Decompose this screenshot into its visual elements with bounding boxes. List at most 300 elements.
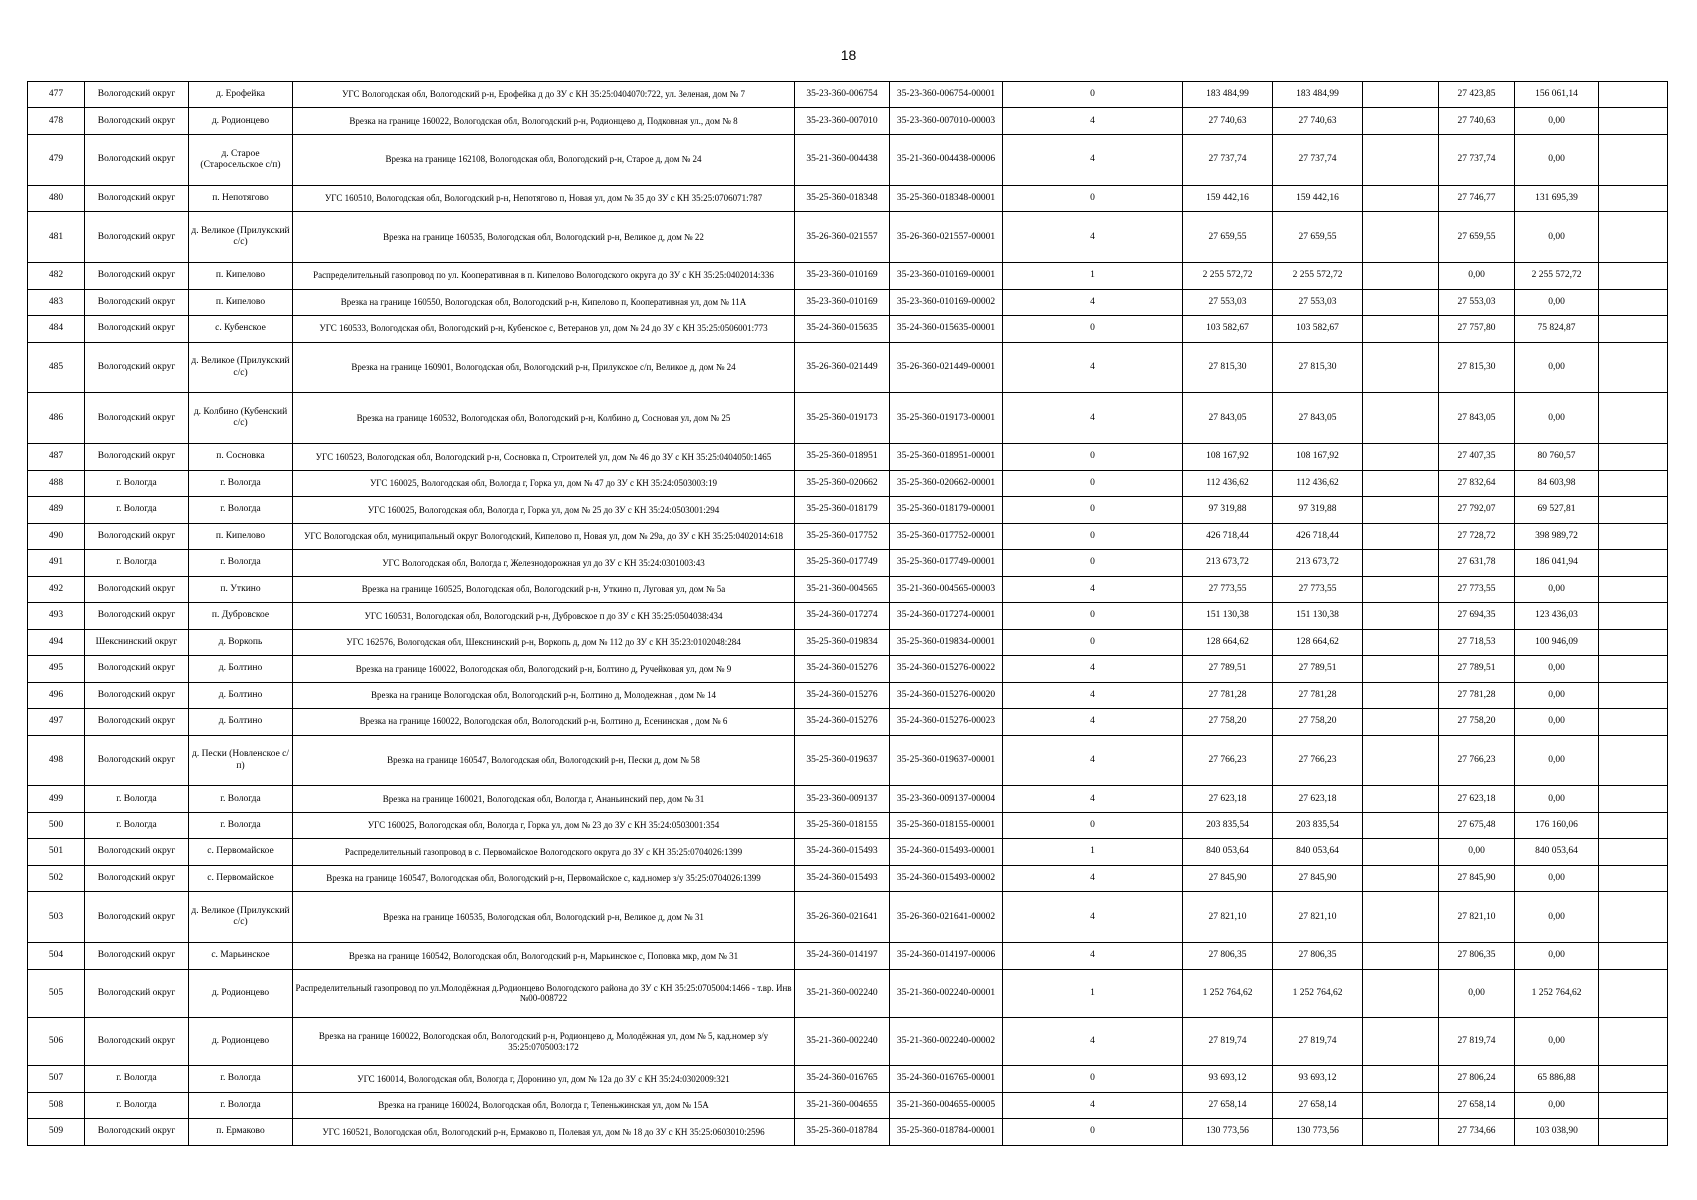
row-number-cell: 509 bbox=[28, 1119, 85, 1146]
object-code-cell: 35-24-360-015635 bbox=[795, 316, 890, 342]
empty-cell bbox=[1363, 1066, 1439, 1092]
row-number-cell: 485 bbox=[28, 342, 85, 393]
object-code-cell: 35-21-360-004438 bbox=[795, 134, 890, 185]
locality-cell: д. Болтино bbox=[189, 709, 293, 735]
address-cell: Врезка на границе 162108, Вологодская обл, Вологодский р-н, Старое д, дом № 24 bbox=[293, 134, 795, 185]
amount-cell-1: 27 815,30 bbox=[1183, 342, 1273, 393]
district-cell: Вологодский округ bbox=[85, 576, 189, 602]
amount-cell-4: 398 989,72 bbox=[1515, 523, 1599, 549]
district-cell: Шекснинский округ bbox=[85, 629, 189, 655]
amount-cell-2: 27 659,55 bbox=[1273, 212, 1363, 263]
row-number-cell: 497 bbox=[28, 709, 85, 735]
object-code-cell: 35-26-360-021449 bbox=[795, 342, 890, 393]
address-cell: Врезка на границе 160535, Вологодская обл, Вологодский р-н, Великое д, дом № 31 bbox=[293, 892, 795, 943]
category-cell: 4 bbox=[1003, 289, 1183, 315]
amount-cell-4: 0,00 bbox=[1515, 576, 1599, 602]
row-number-cell: 483 bbox=[28, 289, 85, 315]
row-number-cell: 495 bbox=[28, 656, 85, 682]
row-number-cell: 481 bbox=[28, 212, 85, 263]
empty-cell-2 bbox=[1599, 134, 1668, 185]
empty-cell-2 bbox=[1599, 682, 1668, 708]
locality-cell: д. Родионцево bbox=[189, 1018, 293, 1066]
address-cell: УГС 162576, Вологодская обл, Шекснинский р-н, Воркопь д, дом № 112 до ЗУ с КН 35:23:0102048:284 bbox=[293, 629, 795, 655]
object-code-cell: 35-24-360-016765 bbox=[795, 1066, 890, 1092]
row-number-cell: 487 bbox=[28, 444, 85, 470]
table-row bbox=[28, 629, 1668, 655]
object-code-cell: 35-23-360-010169 bbox=[795, 289, 890, 315]
object-code-cell: 35-25-360-018951 bbox=[795, 444, 890, 470]
amount-cell-2: 103 582,67 bbox=[1273, 316, 1363, 342]
table-row bbox=[28, 263, 1668, 289]
empty-cell bbox=[1363, 1119, 1439, 1146]
address-cell: Врезка на границе 160525, Вологодская обл, Вологодский р-н, Уткино п, Луговая ул, дом № 5а bbox=[293, 576, 795, 602]
empty-cell bbox=[1363, 497, 1439, 523]
point-code-cell: 35-21-360-004655-00005 bbox=[890, 1092, 1003, 1118]
amount-cell-3: 27 773,55 bbox=[1439, 576, 1515, 602]
locality-cell: г. Вологда bbox=[189, 1066, 293, 1092]
district-cell: Вологодский округ bbox=[85, 943, 189, 969]
empty-cell bbox=[1363, 786, 1439, 812]
amount-cell-4: 123 436,03 bbox=[1515, 603, 1599, 629]
locality-cell: с. Кубенское bbox=[189, 316, 293, 342]
category-cell: 1 bbox=[1003, 969, 1183, 1017]
amount-cell-4: 103 038,90 bbox=[1515, 1119, 1599, 1146]
empty-cell bbox=[1363, 470, 1439, 496]
point-code-cell: 35-24-360-016765-00001 bbox=[890, 1066, 1003, 1092]
point-code-cell: 35-25-360-018784-00001 bbox=[890, 1119, 1003, 1146]
empty-cell bbox=[1363, 263, 1439, 289]
empty-cell bbox=[1363, 656, 1439, 682]
empty-cell-2 bbox=[1599, 576, 1668, 602]
amount-cell-2: 27 553,03 bbox=[1273, 289, 1363, 315]
amount-cell-3: 27 757,80 bbox=[1439, 316, 1515, 342]
district-cell: г. Вологда bbox=[85, 550, 189, 576]
object-code-cell: 35-25-360-019637 bbox=[795, 735, 890, 786]
locality-cell: д. Ерофейка bbox=[189, 82, 293, 108]
point-code-cell: 35-24-360-015635-00001 bbox=[890, 316, 1003, 342]
address-cell: Врезка на границе Вологодская обл, Вологодский р-н, Болтино д, Молодежная , дом № 14 bbox=[293, 682, 795, 708]
row-number-cell: 507 bbox=[28, 1066, 85, 1092]
district-cell: Вологодский округ bbox=[85, 212, 189, 263]
amount-cell-4: 2 255 572,72 bbox=[1515, 263, 1599, 289]
category-cell: 4 bbox=[1003, 342, 1183, 393]
address-cell: Врезка на границе 160550, Вологодская обл, Вологодский р-н, Кипелово п, Кооперативная ул, дом № 11А bbox=[293, 289, 795, 315]
category-cell: 4 bbox=[1003, 393, 1183, 444]
address-cell: Врезка на границе 160022, Вологодская обл, Вологодский р-н, Болтино д, Есенинская , дом № 6 bbox=[293, 709, 795, 735]
point-code-cell: 35-25-360-018179-00001 bbox=[890, 497, 1003, 523]
row-number-cell: 505 bbox=[28, 969, 85, 1017]
empty-cell bbox=[1363, 289, 1439, 315]
locality-cell: с. Первомайское bbox=[189, 865, 293, 891]
empty-cell-2 bbox=[1599, 735, 1668, 786]
district-cell: г. Вологда bbox=[85, 786, 189, 812]
amount-cell-1: 27 659,55 bbox=[1183, 212, 1273, 263]
district-cell: г. Вологда bbox=[85, 812, 189, 838]
locality-cell: д. Старое (Старосельское с/п) bbox=[189, 134, 293, 185]
amount-cell-3: 27 819,74 bbox=[1439, 1018, 1515, 1066]
empty-cell-2 bbox=[1599, 497, 1668, 523]
amount-cell-1: 840 053,64 bbox=[1183, 839, 1273, 865]
page-number: 18 bbox=[840, 47, 857, 63]
point-code-cell: 35-25-360-018951-00001 bbox=[890, 444, 1003, 470]
district-cell: Вологодский округ bbox=[85, 523, 189, 549]
amount-cell-4: 0,00 bbox=[1515, 1018, 1599, 1066]
amount-cell-4: 0,00 bbox=[1515, 786, 1599, 812]
empty-cell-2 bbox=[1599, 108, 1668, 134]
amount-cell-2: 213 673,72 bbox=[1273, 550, 1363, 576]
amount-cell-2: 130 773,56 bbox=[1273, 1119, 1363, 1146]
table-row bbox=[28, 444, 1668, 470]
amount-cell-4: 176 160,06 bbox=[1515, 812, 1599, 838]
amount-cell-2: 159 442,16 bbox=[1273, 185, 1363, 211]
row-number-cell: 496 bbox=[28, 682, 85, 708]
object-code-cell: 35-24-360-015493 bbox=[795, 839, 890, 865]
address-cell: Врезка на границе 160022, Вологодская обл, Вологодский р-н, Родионцево д, Молодёжная ул, дом № 5, кад.номер з/у 35:25:0705003:172 bbox=[293, 1018, 795, 1066]
table-row bbox=[28, 134, 1668, 185]
amount-cell-1: 97 319,88 bbox=[1183, 497, 1273, 523]
address-cell: Врезка на границе 160021, Вологодская обл, Вологда г, Ананьинский пер, дом № 31 bbox=[293, 786, 795, 812]
point-code-cell: 35-23-360-006754-00001 bbox=[890, 82, 1003, 108]
table-row bbox=[28, 865, 1668, 891]
district-cell: Вологодский округ bbox=[85, 289, 189, 315]
locality-cell: д. Великое (Прилукский с/с) bbox=[189, 342, 293, 393]
amount-cell-1: 108 167,92 bbox=[1183, 444, 1273, 470]
point-code-cell: 35-21-360-004438-00006 bbox=[890, 134, 1003, 185]
amount-cell-2: 151 130,38 bbox=[1273, 603, 1363, 629]
point-code-cell: 35-26-360-021449-00001 bbox=[890, 342, 1003, 393]
amount-cell-1: 27 781,28 bbox=[1183, 682, 1273, 708]
amount-cell-4: 75 824,87 bbox=[1515, 316, 1599, 342]
address-cell: Врезка на границе 160535, Вологодская обл, Вологодский р-н, Великое д, дом № 22 bbox=[293, 212, 795, 263]
category-cell: 4 bbox=[1003, 682, 1183, 708]
empty-cell-2 bbox=[1599, 263, 1668, 289]
amount-cell-3: 27 789,51 bbox=[1439, 656, 1515, 682]
locality-cell: с. Первомайское bbox=[189, 839, 293, 865]
locality-cell: п. Уткино bbox=[189, 576, 293, 602]
object-code-cell: 35-23-360-010169 bbox=[795, 263, 890, 289]
category-cell: 0 bbox=[1003, 82, 1183, 108]
amount-cell-2: 426 718,44 bbox=[1273, 523, 1363, 549]
address-cell: УГС Вологодская обл, муниципальный округ Вологодский, Кипелово п, Новая ул, дом № 29а, до ЗУ с КН 35:25:0402014:618 bbox=[293, 523, 795, 549]
locality-cell: д. Родионцево bbox=[189, 108, 293, 134]
category-cell: 4 bbox=[1003, 943, 1183, 969]
point-code-cell: 35-21-360-004565-00003 bbox=[890, 576, 1003, 602]
amount-cell-3: 27 845,90 bbox=[1439, 865, 1515, 891]
locality-cell: г. Вологда bbox=[189, 470, 293, 496]
amount-cell-4: 0,00 bbox=[1515, 892, 1599, 943]
amount-cell-4: 0,00 bbox=[1515, 709, 1599, 735]
district-cell: г. Вологда bbox=[85, 497, 189, 523]
row-number-cell: 491 bbox=[28, 550, 85, 576]
locality-cell: п. Непотягово bbox=[189, 185, 293, 211]
amount-cell-1: 27 773,55 bbox=[1183, 576, 1273, 602]
amount-cell-3: 27 407,35 bbox=[1439, 444, 1515, 470]
district-cell: г. Вологда bbox=[85, 470, 189, 496]
empty-cell bbox=[1363, 576, 1439, 602]
point-code-cell: 35-26-360-021641-00002 bbox=[890, 892, 1003, 943]
point-code-cell: 35-24-360-014197-00006 bbox=[890, 943, 1003, 969]
amount-cell-3: 27 623,18 bbox=[1439, 786, 1515, 812]
empty-cell bbox=[1363, 185, 1439, 211]
amount-cell-4: 84 603,98 bbox=[1515, 470, 1599, 496]
row-number-cell: 477 bbox=[28, 82, 85, 108]
locality-cell: с. Марьинское bbox=[189, 943, 293, 969]
point-code-cell: 35-24-360-015493-00002 bbox=[890, 865, 1003, 891]
table-row bbox=[28, 289, 1668, 315]
address-cell: УГС 160521, Вологодская обл, Вологодский р-н, Ермаково п, Полевая ул, дом № 18 до ЗУ с КН 35:25:0603010:2596 bbox=[293, 1119, 795, 1146]
object-code-cell: 35-21-360-004655 bbox=[795, 1092, 890, 1118]
table-row bbox=[28, 470, 1668, 496]
district-cell: Вологодский округ bbox=[85, 839, 189, 865]
object-code-cell: 35-25-360-018155 bbox=[795, 812, 890, 838]
amount-cell-3: 0,00 bbox=[1439, 263, 1515, 289]
category-cell: 4 bbox=[1003, 108, 1183, 134]
empty-cell-2 bbox=[1599, 550, 1668, 576]
address-cell: УГС 160523, Вологодская обл, Вологодский р-н, Сосновка п, Строителей ул, дом № 46 до ЗУ с КН 35:25:0404050:1465 bbox=[293, 444, 795, 470]
amount-cell-1: 27 740,63 bbox=[1183, 108, 1273, 134]
amount-cell-4: 0,00 bbox=[1515, 134, 1599, 185]
category-cell: 4 bbox=[1003, 892, 1183, 943]
table-row bbox=[28, 1092, 1668, 1118]
amount-cell-2: 27 843,05 bbox=[1273, 393, 1363, 444]
amount-cell-4: 0,00 bbox=[1515, 289, 1599, 315]
table-row bbox=[28, 735, 1668, 786]
row-number-cell: 501 bbox=[28, 839, 85, 865]
table-row bbox=[28, 316, 1668, 342]
address-cell: Распределительный газопровод по ул. Кооперативная в п. Кипелово Вологодского округа до ЗУ с КН 35:25:0402014:336 bbox=[293, 263, 795, 289]
amount-cell-4: 131 695,39 bbox=[1515, 185, 1599, 211]
point-code-cell: 35-24-360-015276-00023 bbox=[890, 709, 1003, 735]
amount-cell-1: 130 773,56 bbox=[1183, 1119, 1273, 1146]
locality-cell: д. Воркопь bbox=[189, 629, 293, 655]
empty-cell bbox=[1363, 603, 1439, 629]
amount-cell-4: 65 886,88 bbox=[1515, 1066, 1599, 1092]
table-row bbox=[28, 1119, 1668, 1146]
object-code-cell: 35-25-360-019173 bbox=[795, 393, 890, 444]
amount-cell-3: 27 631,78 bbox=[1439, 550, 1515, 576]
amount-cell-3: 27 792,07 bbox=[1439, 497, 1515, 523]
locality-cell: п. Ермаково bbox=[189, 1119, 293, 1146]
district-cell: Вологодский округ bbox=[85, 709, 189, 735]
district-cell: Вологодский округ bbox=[85, 1018, 189, 1066]
object-code-cell: 35-24-360-014197 bbox=[795, 943, 890, 969]
table-row bbox=[28, 682, 1668, 708]
amount-cell-4: 840 053,64 bbox=[1515, 839, 1599, 865]
empty-cell-2 bbox=[1599, 656, 1668, 682]
table-row bbox=[28, 212, 1668, 263]
amount-cell-4: 100 946,09 bbox=[1515, 629, 1599, 655]
amount-cell-3: 27 766,23 bbox=[1439, 735, 1515, 786]
empty-cell-2 bbox=[1599, 892, 1668, 943]
amount-cell-3: 27 740,63 bbox=[1439, 108, 1515, 134]
table-row bbox=[28, 1066, 1668, 1092]
table-row bbox=[28, 786, 1668, 812]
amount-cell-2: 93 693,12 bbox=[1273, 1066, 1363, 1092]
point-code-cell: 35-23-360-007010-00003 bbox=[890, 108, 1003, 134]
amount-cell-3: 27 781,28 bbox=[1439, 682, 1515, 708]
locality-cell: д. Пески (Новленское с/п) bbox=[189, 735, 293, 786]
row-number-cell: 494 bbox=[28, 629, 85, 655]
district-cell: Вологодский округ bbox=[85, 603, 189, 629]
amount-cell-1: 151 130,38 bbox=[1183, 603, 1273, 629]
amount-cell-3: 27 553,03 bbox=[1439, 289, 1515, 315]
empty-cell bbox=[1363, 1092, 1439, 1118]
point-code-cell: 35-21-360-002240-00002 bbox=[890, 1018, 1003, 1066]
row-number-cell: 504 bbox=[28, 943, 85, 969]
object-code-cell: 35-25-360-018784 bbox=[795, 1119, 890, 1146]
locality-cell: п. Кипелово bbox=[189, 289, 293, 315]
point-code-cell: 35-23-360-010169-00002 bbox=[890, 289, 1003, 315]
amount-cell-1: 426 718,44 bbox=[1183, 523, 1273, 549]
category-cell: 4 bbox=[1003, 1092, 1183, 1118]
row-number-cell: 500 bbox=[28, 812, 85, 838]
amount-cell-4: 0,00 bbox=[1515, 342, 1599, 393]
category-cell: 4 bbox=[1003, 735, 1183, 786]
amount-cell-3: 27 658,14 bbox=[1439, 1092, 1515, 1118]
amount-cell-1: 203 835,54 bbox=[1183, 812, 1273, 838]
amount-cell-3: 27 694,35 bbox=[1439, 603, 1515, 629]
amount-cell-1: 1 252 764,62 bbox=[1183, 969, 1273, 1017]
point-code-cell: 35-25-360-020662-00001 bbox=[890, 470, 1003, 496]
category-cell: 0 bbox=[1003, 1119, 1183, 1146]
empty-cell bbox=[1363, 969, 1439, 1017]
empty-cell-2 bbox=[1599, 316, 1668, 342]
amount-cell-1: 27 819,74 bbox=[1183, 1018, 1273, 1066]
empty-cell-2 bbox=[1599, 444, 1668, 470]
address-cell: Врезка на границе 160542, Вологодская обл, Вологодский р-н, Марьинское с, Поповка мкр, дом № 31 bbox=[293, 943, 795, 969]
empty-cell-2 bbox=[1599, 212, 1668, 263]
amount-cell-1: 27 737,74 bbox=[1183, 134, 1273, 185]
empty-cell-2 bbox=[1599, 1066, 1668, 1092]
amount-cell-1: 93 693,12 bbox=[1183, 1066, 1273, 1092]
category-cell: 0 bbox=[1003, 316, 1183, 342]
object-code-cell: 35-24-360-015276 bbox=[795, 656, 890, 682]
district-cell: Вологодский округ bbox=[85, 185, 189, 211]
district-cell: Вологодский округ bbox=[85, 134, 189, 185]
amount-cell-2: 27 819,74 bbox=[1273, 1018, 1363, 1066]
object-code-cell: 35-24-360-015493 bbox=[795, 865, 890, 891]
amount-cell-1: 213 673,72 bbox=[1183, 550, 1273, 576]
locality-cell: п. Кипелово bbox=[189, 523, 293, 549]
address-cell: Распределительный газопровод в с. Первомайское Вологодского округа до ЗУ с КН 35:25:0704026:1399 bbox=[293, 839, 795, 865]
amount-cell-3: 27 423,85 bbox=[1439, 82, 1515, 108]
locality-cell: д. Родионцево bbox=[189, 969, 293, 1017]
category-cell: 0 bbox=[1003, 523, 1183, 549]
row-number-cell: 482 bbox=[28, 263, 85, 289]
empty-cell bbox=[1363, 709, 1439, 735]
table-row bbox=[28, 82, 1668, 108]
amount-cell-2: 27 845,90 bbox=[1273, 865, 1363, 891]
amount-cell-2: 97 319,88 bbox=[1273, 497, 1363, 523]
amount-cell-1: 27 789,51 bbox=[1183, 656, 1273, 682]
address-cell: УГС 160531, Вологодская обл, Вологодский р-н, Дубровское п до ЗУ с КН 35:25:0504038:434 bbox=[293, 603, 795, 629]
locality-cell: д. Болтино bbox=[189, 682, 293, 708]
amount-cell-3: 27 718,53 bbox=[1439, 629, 1515, 655]
amount-cell-3: 27 843,05 bbox=[1439, 393, 1515, 444]
row-number-cell: 484 bbox=[28, 316, 85, 342]
category-cell: 0 bbox=[1003, 470, 1183, 496]
category-cell: 4 bbox=[1003, 1018, 1183, 1066]
locality-cell: г. Вологда bbox=[189, 812, 293, 838]
amount-cell-3: 27 821,10 bbox=[1439, 892, 1515, 943]
district-cell: Вологодский округ bbox=[85, 342, 189, 393]
row-number-cell: 486 bbox=[28, 393, 85, 444]
district-cell: г. Вологда bbox=[85, 1092, 189, 1118]
amount-cell-2: 27 821,10 bbox=[1273, 892, 1363, 943]
district-cell: Вологодский округ bbox=[85, 682, 189, 708]
point-code-cell: 35-23-360-009137-00004 bbox=[890, 786, 1003, 812]
object-code-cell: 35-23-360-009137 bbox=[795, 786, 890, 812]
amount-cell-2: 108 167,92 bbox=[1273, 444, 1363, 470]
address-cell: Врезка на границе 160901, Вологодская обл, Вологодский р-н, Прилукское с/п, Великое д, дом № 24 bbox=[293, 342, 795, 393]
amount-cell-4: 80 760,57 bbox=[1515, 444, 1599, 470]
locality-cell: п. Кипелово bbox=[189, 263, 293, 289]
amount-cell-3: 27 675,48 bbox=[1439, 812, 1515, 838]
row-number-cell: 478 bbox=[28, 108, 85, 134]
object-code-cell: 35-21-360-004565 bbox=[795, 576, 890, 602]
category-cell: 0 bbox=[1003, 550, 1183, 576]
object-code-cell: 35-24-360-015276 bbox=[795, 682, 890, 708]
row-number-cell: 493 bbox=[28, 603, 85, 629]
point-code-cell: 35-21-360-002240-00001 bbox=[890, 969, 1003, 1017]
empty-cell bbox=[1363, 865, 1439, 891]
amount-cell-3: 27 815,30 bbox=[1439, 342, 1515, 393]
amount-cell-3: 27 806,24 bbox=[1439, 1066, 1515, 1092]
district-cell: Вологодский округ bbox=[85, 656, 189, 682]
locality-cell: г. Вологда bbox=[189, 550, 293, 576]
address-cell: УГС 160510, Вологодская обл, Вологодский р-н, Непотягово п, Новая ул, дом № 35 до ЗУ с КН 35:25:0706071:787 bbox=[293, 185, 795, 211]
amount-cell-4: 69 527,81 bbox=[1515, 497, 1599, 523]
amount-cell-2: 27 815,30 bbox=[1273, 342, 1363, 393]
empty-cell-2 bbox=[1599, 1092, 1668, 1118]
amount-cell-2: 27 789,51 bbox=[1273, 656, 1363, 682]
table-row bbox=[28, 943, 1668, 969]
amount-cell-2: 1 252 764,62 bbox=[1273, 969, 1363, 1017]
district-cell: Вологодский округ bbox=[85, 108, 189, 134]
address-cell: УГС 160533, Вологодская обл, Вологодский р-н, Кубенское с, Ветеранов ул, дом № 24 до ЗУ с КН 35:25:0506001:773 bbox=[293, 316, 795, 342]
address-cell: УГС 160025, Вологодская обл, Вологда г, Горка ул, дом № 23 до ЗУ с КН 35:24:0503001:354 bbox=[293, 812, 795, 838]
district-cell: Вологодский округ bbox=[85, 263, 189, 289]
district-cell: Вологодский округ bbox=[85, 735, 189, 786]
empty-cell bbox=[1363, 342, 1439, 393]
amount-cell-1: 103 582,67 bbox=[1183, 316, 1273, 342]
row-number-cell: 499 bbox=[28, 786, 85, 812]
amount-cell-2: 27 623,18 bbox=[1273, 786, 1363, 812]
empty-cell-2 bbox=[1599, 603, 1668, 629]
empty-cell bbox=[1363, 1018, 1439, 1066]
district-cell: Вологодский округ bbox=[85, 969, 189, 1017]
district-cell: Вологодский округ bbox=[85, 82, 189, 108]
empty-cell bbox=[1363, 134, 1439, 185]
category-cell: 4 bbox=[1003, 865, 1183, 891]
category-cell: 1 bbox=[1003, 263, 1183, 289]
empty-cell-2 bbox=[1599, 470, 1668, 496]
empty-cell-2 bbox=[1599, 839, 1668, 865]
address-cell: УГС 160025, Вологодская обл, Вологда г, Горка ул, дом № 25 до ЗУ с КН 35:24:0503001:294 bbox=[293, 497, 795, 523]
address-cell: Врезка на границе 160547, Вологодская обл, Вологодский р-н, Пески д, дом № 58 bbox=[293, 735, 795, 786]
amount-cell-1: 159 442,16 bbox=[1183, 185, 1273, 211]
district-cell: Вологодский округ bbox=[85, 892, 189, 943]
amount-cell-2: 840 053,64 bbox=[1273, 839, 1363, 865]
empty-cell bbox=[1363, 444, 1439, 470]
district-cell: Вологодский округ bbox=[85, 444, 189, 470]
empty-cell-2 bbox=[1599, 342, 1668, 393]
amount-cell-2: 2 255 572,72 bbox=[1273, 263, 1363, 289]
object-code-cell: 35-25-360-019834 bbox=[795, 629, 890, 655]
empty-cell bbox=[1363, 629, 1439, 655]
table-row bbox=[28, 342, 1668, 393]
category-cell: 4 bbox=[1003, 576, 1183, 602]
